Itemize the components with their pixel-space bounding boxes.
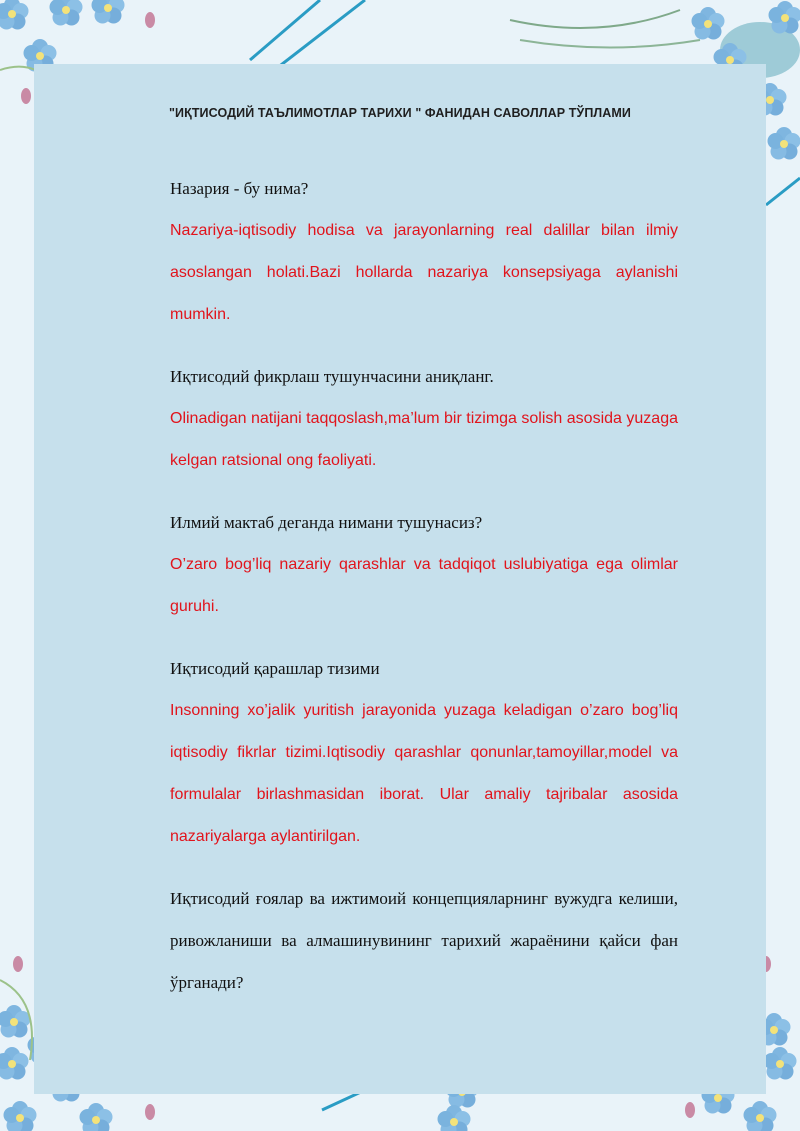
answer-text: Insonning xo’jalik yuritish jarayonida yuzaga keladigan o’zaro bog’liq iqtisodiy fikrlar tizimi.Iqtisodiy qarashlar qonunlar,tamoyillar,model va formulalar birlashmasidan iborat. Ular amaliy tajribalar asosida nazariyalarga aylantirilgan.: [170, 702, 678, 845]
qa-item-2: [170, 356, 678, 482]
answer-text: Olinadigan natijani taqqoslash,ma’lum bir tizimga solish asosida yuzaga kelgan ratsional ong faoliyati.: [170, 410, 678, 469]
qa-item-4: [170, 648, 678, 858]
qa-item-3: [170, 502, 678, 628]
qa-item-5: [170, 878, 678, 1004]
qa-item-1: [170, 168, 678, 336]
document-body: [170, 168, 678, 1024]
question-text: Илмий мактаб деганда нимани тушунасиз?: [170, 513, 483, 532]
question-text: Иқтисодий фикрлаш тушунчасини аниқланг.: [170, 367, 494, 386]
question-text: Иқтисодий ғоялар ва ижтимоий концепцияларнинг вужудга келиши, ривожланиши ва алмашинувининг тарихий жараёнини қайси фан ўрганади?: [170, 889, 678, 992]
answer-text: O’zaro bog’liq nazariy qarashlar va tadqiqot uslubiyatiga ega olimlar guruhi.: [170, 556, 678, 615]
question-text: Иқтисодий қарашлар тизими: [170, 659, 380, 678]
question-text: Назария - бу нима?: [170, 179, 309, 198]
document-title: "ИҚТИСОДИЙ ТАЪЛИМОТЛАР ТАРИХИ " ФАНИДАН САВОЛЛАР ТЎПЛАМИ: [168, 106, 631, 120]
answer-text: Nazariya-iqtisodiy hodisa va jarayonlarning real dalillar bilan ilmiy asoslangan holati.Bazi hollarda nazariya konsepsiyaga aylanishi mumkin.: [170, 222, 678, 323]
